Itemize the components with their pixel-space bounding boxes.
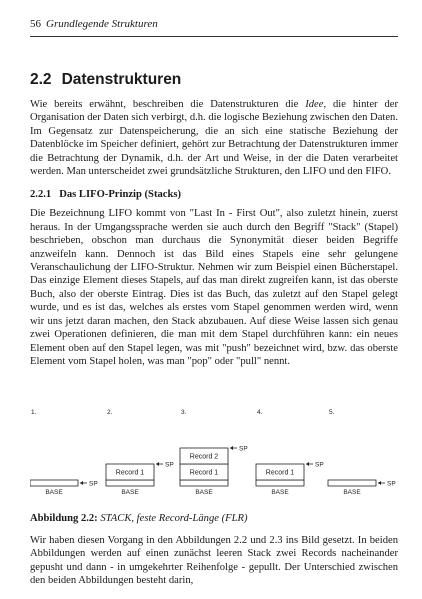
sp-label: SP xyxy=(89,480,98,488)
caption-text: STACK, feste Record-Länge (FLR) xyxy=(100,513,248,524)
base-block xyxy=(106,480,154,486)
subsection-number: 2.2.1 xyxy=(30,189,52,201)
sp-arrowhead xyxy=(378,481,381,485)
lifo-paragraph: Die Bezeichnung LIFO kommt von "Last In - First Out", also zuletzt hinein, zuerst heraus. In der Umgangssprache werden sie auch durch den Begriff "Stack" (Stapel) beschrieben, obschon man durchaus die Synonymität dieser beiden Begriffe anzweifeln kann. Dennoch ist das Bild eines Stapels eine sehr gelungene Veranschaulichung der LIFO-Struktur. Nehmen wir zum Beispiel einen Bücherstapel. Das einzige Element dieses Stapels, auf das man direkt zugreifen kann, ist das oberste Buch, also der oberste Eintrag. Dies ist das Buch, das zuletzt auf den Stapel gelegt wurde, und es ist das, welches als erstes vom Stapel genommen werden wird, wenn wir uns jetzt daran machen, den Stack abzubauen. Auf diese Weise lassen sich genau zwei Operationen definieren, die man mit dem Stapel durchführen kann: ein neues Element oben auf den Stapel legen, was mit "push" bezeichnet wird, bzw. das oberste Element vom Stapel holen, was man "pop" oder "pull" nennt. xyxy=(30,208,398,367)
sp-arrowhead xyxy=(230,446,233,450)
running-title: Grundlegende Strukturen xyxy=(46,18,158,30)
sp-arrowhead xyxy=(156,462,159,466)
base-block xyxy=(30,480,78,486)
sp-arrowhead xyxy=(306,462,309,466)
section-intro-paragraph: Wie bereits erwähnt, beschreiben die Datenstrukturen die Idee, die hinter der Organisation der Daten sich verbirgt, d.h. die logische Beziehung zwischen den Daten. Im Gegensatz zur Datenspeicherung, die an sich eine statische Beziehung der Datenblöcke im Speicher definiert, gehört zur Betrachtung der Datenstrukturen immer die Betrachtung der Dynamik, d.h. der Art und Weise, in der die Daten verarbeitet werden. Man unterscheidet zwei grundsätzliche Strukturen, den LIFO und den FIFO. xyxy=(30,99,398,178)
base-block xyxy=(256,480,304,486)
record-label: Record 1 xyxy=(189,469,219,477)
continuation-paragraph: Wir haben diesen Vorgang in den Abbildungen 2.2 und 2.3 ins Bild gesetzt. In beiden Abbildungen werden auf einen zunächst leeren Stack zwei Records nacheinander gepusht und dann - in umgekehrter Reihenfolge - gepullt. Der Unterschied zwischen den beiden Abbildungen besteht darin, xyxy=(30,535,398,587)
section-heading xyxy=(30,71,398,89)
base-label: BASE xyxy=(343,489,361,496)
section-number: 2.2 xyxy=(30,71,52,88)
continuation-block xyxy=(30,534,398,588)
page-number: 56 xyxy=(30,18,41,30)
book-page xyxy=(30,18,398,587)
figure-caption xyxy=(30,512,398,525)
sp-label: SP xyxy=(239,445,248,453)
section-title: Datenstrukturen xyxy=(61,71,182,88)
record-label: Record 2 xyxy=(189,453,219,461)
subsection-title: Das LIFO-Prinzip (Stacks) xyxy=(59,189,182,201)
base-label: BASE xyxy=(121,489,139,496)
base-label: BASE xyxy=(45,489,63,496)
stage-label: 3. xyxy=(181,409,187,416)
stage-label: 1. xyxy=(31,409,37,416)
stack-figure xyxy=(30,406,398,502)
base-label: BASE xyxy=(271,489,289,496)
stage-label: 5. xyxy=(329,409,335,416)
stage-label: 4. xyxy=(257,409,263,416)
sp-label: SP xyxy=(387,480,396,488)
record-label: Record 1 xyxy=(265,469,295,477)
sp-label: SP xyxy=(315,461,324,469)
subsection-heading xyxy=(30,188,398,201)
stage-label: 2. xyxy=(107,409,113,416)
header-rule xyxy=(30,36,398,37)
sp-label: SP xyxy=(165,461,174,469)
base-block xyxy=(328,480,376,486)
sp-arrowhead xyxy=(80,481,83,485)
running-head xyxy=(30,18,398,31)
record-label: Record 1 xyxy=(115,469,145,477)
caption-label: Abbildung 2.2: xyxy=(30,513,98,524)
stack-diagram xyxy=(30,406,398,502)
base-label: BASE xyxy=(195,489,213,496)
base-block xyxy=(180,480,228,486)
